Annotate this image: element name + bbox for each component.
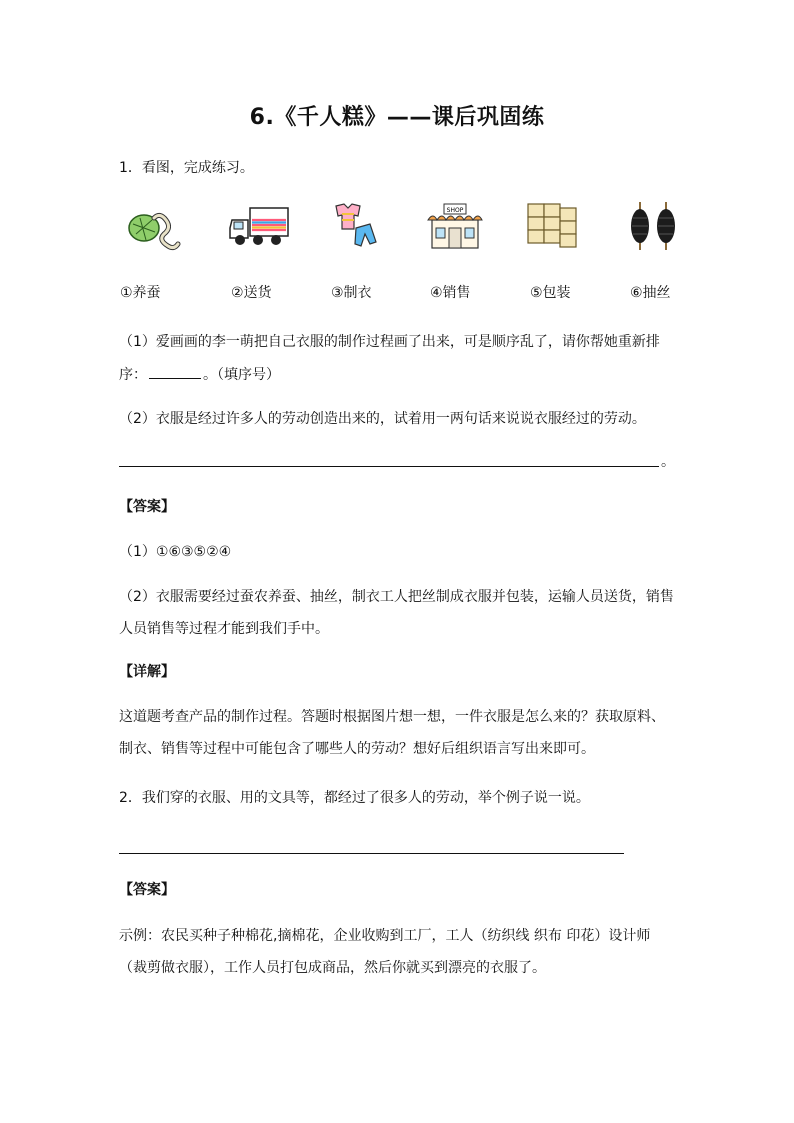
question-1-stem: 1．看图，完成练习。 xyxy=(119,160,254,176)
answer-label-2: 【答案】 xyxy=(119,882,175,898)
question-1-part-1-prefix: 序： xyxy=(119,367,147,383)
caption-6: ⑥抽丝 xyxy=(630,285,671,301)
clothes-icon xyxy=(326,200,388,252)
question-1-part-2: （2）衣服是经过许多人的劳动创造出来的，试着用一两句话来说说衣服经过的劳动。 xyxy=(119,411,646,427)
detail-line-2: 制衣、销售等过程中可能包含了哪些人的劳动？想好后组织语言写出来即可。 xyxy=(119,741,595,757)
answer-line-1[interactable] xyxy=(119,466,659,467)
answer-label-1: 【答案】 xyxy=(119,499,175,515)
caption-1: ①养蚕 xyxy=(120,285,161,301)
silk-spools-icon xyxy=(624,200,686,252)
question-2-stem: 2．我们穿的衣服、用的文具等，都经过了很多人的劳动，举个例子说一说。 xyxy=(119,790,590,806)
detail-label: 【详解】 xyxy=(119,664,175,680)
caption-4: ④销售 xyxy=(430,285,471,301)
caption-3: ③制衣 xyxy=(331,285,372,301)
answer-line-2[interactable] xyxy=(119,853,624,854)
detail-line-1: 这道题考查产品的制作过程。答题时根据图片想一想，一件衣服是怎么来的？获取原料、 xyxy=(119,709,665,725)
truck-icon xyxy=(228,200,290,252)
answer-2-line-2: （裁剪做衣服），工作人员打包成商品，然后你就买到漂亮的衣服了。 xyxy=(119,960,546,976)
answer-1-part-2-line-2: 人员销售等过程才能到我们手中。 xyxy=(119,621,329,637)
answer-1-part-1: （1）①⑥③⑤②④ xyxy=(119,544,232,560)
question-1-part-1-line-2 xyxy=(119,364,280,385)
shop-icon xyxy=(424,200,486,252)
answer-2-line-1: 示例：农民买种子种棉花,摘棉花，企业收购到工厂，工人（纺织线 织布 印花）设计师 xyxy=(119,928,651,944)
question-1-part-1-line-1: （1）爱画画的李一萌把自己衣服的制作过程画了出来，可是顺序乱了，请你帮她重新排 xyxy=(119,334,660,350)
process-image-row xyxy=(0,200,794,252)
boxes-icon xyxy=(522,200,584,252)
silkworm-icon xyxy=(124,200,186,252)
answer-1-part-2-line-1: （2）衣服需要经过蚕农养蚕、抽丝，制衣工人把丝制成衣服并包装，运输人员送货，销售 xyxy=(119,589,674,605)
answer-line-1-period: 。 xyxy=(661,454,675,470)
page-title: 6.《千人糕》——课后巩固练 xyxy=(249,105,545,130)
answer-blank[interactable] xyxy=(149,364,201,379)
svg-text:SHOP: SHOP xyxy=(446,207,464,214)
question-1-part-1-suffix: 。（填序号） xyxy=(203,367,280,383)
caption-5: ⑤包装 xyxy=(530,285,571,301)
caption-2: ②送货 xyxy=(231,285,272,301)
